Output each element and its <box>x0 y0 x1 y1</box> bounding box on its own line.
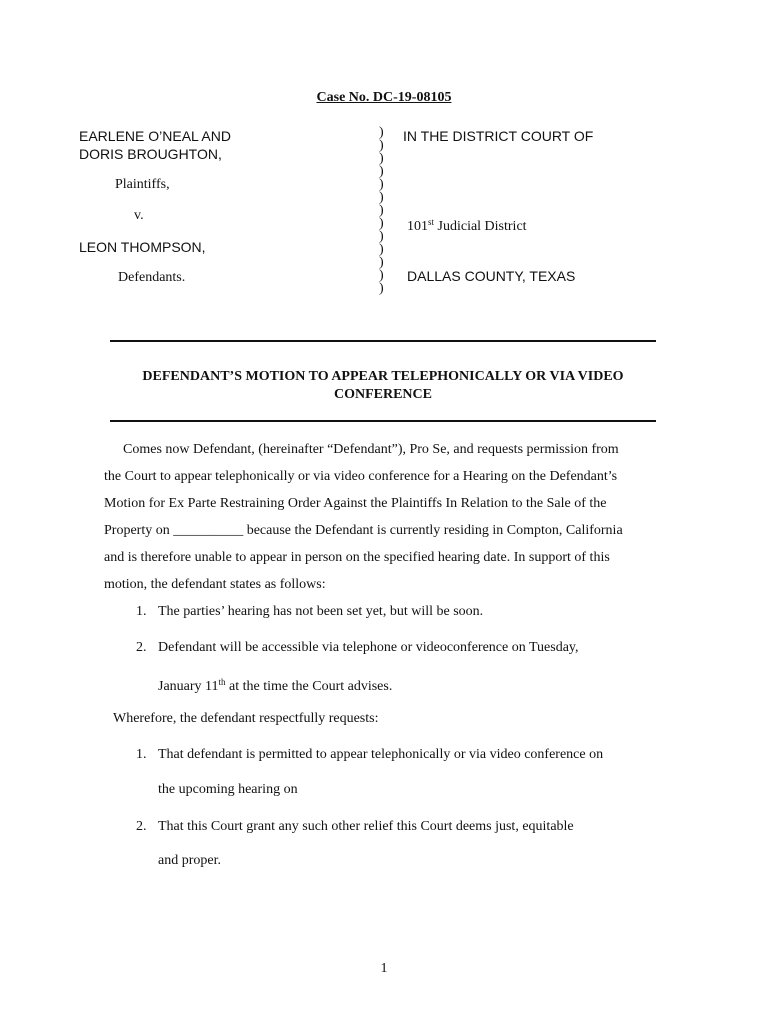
caption-paren: ) <box>379 151 384 166</box>
list-number: 2. <box>136 640 147 655</box>
caption-paren: ) <box>379 164 384 179</box>
caption-paren: ) <box>379 281 384 296</box>
intro-line: Property on __________ because the Defendant is currently residing in Compton, California <box>104 523 623 538</box>
list-item-text: That this Court grant any such other relief this Court deems just, equitable <box>158 819 574 834</box>
wherefore-line: Wherefore, the defendant respectfully requests: <box>113 711 379 726</box>
defendant-name: LEON THOMPSON, <box>79 239 206 255</box>
plaintiffs-name-line2: DORIS BROUGHTON, <box>79 146 222 162</box>
court-name: IN THE DISTRICT COURT OF <box>403 128 594 144</box>
list-item-text: That defendant is permitted to appear telephonically or via video conference on <box>158 747 604 762</box>
caption-paren: ) <box>379 138 384 153</box>
list-item-continuation: and proper. <box>158 853 221 868</box>
list-number: 1. <box>136 747 147 762</box>
plaintiffs-label: Plaintiffs, <box>115 177 170 192</box>
intro-line: the Court to appear telephonically or via video conference for a Hearing on the Defendant’s <box>104 469 618 484</box>
county-name: DALLAS COUNTY, TEXAS <box>407 268 576 284</box>
page-number: 1 <box>380 961 388 976</box>
caption-paren: ) <box>379 242 384 257</box>
caption-paren: ) <box>379 216 384 231</box>
title-rule-bottom <box>110 420 656 422</box>
caption-paren: ) <box>379 177 384 192</box>
list-item-continuation: January 11th at the time the Court advises. <box>158 677 393 694</box>
list-item-text: Defendant will be accessible via telephone or videoconference on Tuesday, <box>158 640 579 655</box>
intro-line: and is therefore unable to appear in person on the specified hearing date. In support of this <box>104 550 610 565</box>
list-item-text: The parties’ hearing has not been set yet, but will be soon. <box>158 604 484 619</box>
list-item-continuation: the upcoming hearing on <box>158 782 298 797</box>
motion-title: DEFENDANT’S MOTION TO APPEAR TELEPHONICALLY OR VIA VIDEO CONFERENCE <box>142 369 624 402</box>
plaintiffs-name-line1: EARLENE O’NEAL AND <box>79 128 231 144</box>
title-rule-top <box>110 340 656 342</box>
case-number: Case No. DC-19-08105 <box>316 90 452 105</box>
caption-paren: ) <box>379 203 384 218</box>
intro-line: motion, the defendant states as follows: <box>104 577 326 592</box>
caption-paren: ) <box>379 255 384 270</box>
caption-paren: ) <box>379 229 384 244</box>
caption-paren: ) <box>379 190 384 205</box>
list-number: 1. <box>136 604 147 619</box>
defendants-label: Defendants. <box>118 270 186 285</box>
list-number: 2. <box>136 819 147 834</box>
intro-line: Motion for Ex Parte Restraining Order Against the Plaintiffs In Relation to the Sale of the <box>104 496 607 511</box>
caption-paren: ) <box>379 125 384 140</box>
intro-line: Comes now Defendant, (hereinafter “Defendant”), Pro Se, and requests permission from <box>123 442 619 457</box>
judicial-district: 101st Judicial District <box>407 217 527 234</box>
versus-label: v. <box>134 208 144 223</box>
caption-paren: ) <box>379 268 384 283</box>
